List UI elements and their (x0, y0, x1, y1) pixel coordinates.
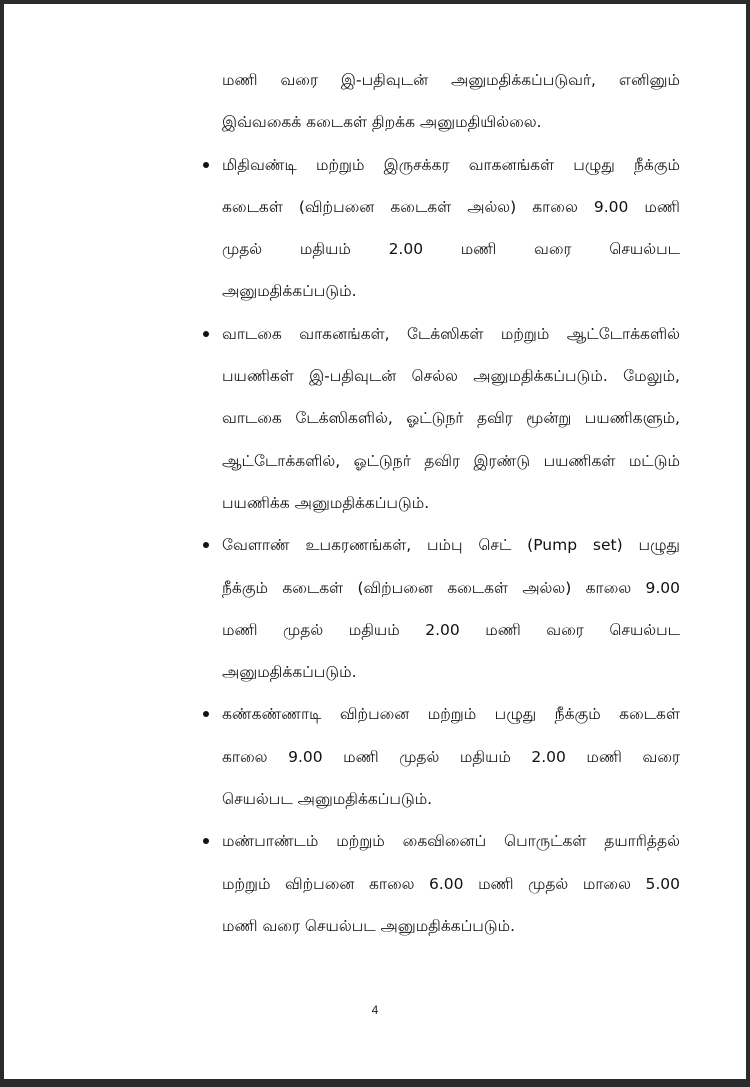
word: செயல்பட (609, 620, 680, 639)
bullet-icon (203, 542, 209, 548)
word: 6.00 (429, 874, 464, 893)
word: கடைகள் (222, 197, 283, 216)
word: கண்கண்ணாடி (222, 705, 322, 724)
word: காலை (368, 874, 415, 893)
text-line (222, 482, 680, 524)
word: வரை (280, 71, 318, 89)
word: மட்டும் (628, 451, 680, 470)
word: காலை (585, 578, 632, 597)
text-line (222, 397, 680, 439)
word: மணி (586, 747, 622, 766)
word: மாலை (582, 874, 631, 893)
word: மற்றும் (500, 324, 550, 343)
word: மற்றும் (427, 705, 477, 724)
word: வாடகை (222, 324, 282, 343)
word: நீக்கும் (222, 578, 269, 597)
word: வரை (546, 620, 584, 639)
word: தவிர (476, 409, 513, 428)
word: அனுமதிக்கப்படும். (222, 663, 357, 682)
word: பயணிகள் (543, 451, 616, 470)
word: உபகரணங்கள், (305, 536, 412, 555)
word: கடைகள் (282, 578, 344, 597)
word: எனினும் (618, 71, 680, 89)
word: மற்றும் (222, 874, 271, 893)
word: அனுமதிக்கப்படும். (473, 367, 608, 386)
word: பொருட்கள் (504, 832, 587, 851)
word: மணி (460, 240, 497, 259)
bullet-icon (203, 162, 209, 168)
word: வாடகை (222, 409, 282, 428)
document-page (4, 4, 746, 1079)
word: கடைகள் (447, 578, 509, 597)
word: ஆட்டோக்களில், (222, 451, 341, 470)
text-line (222, 736, 680, 778)
word: இ-பதிவுடன் (340, 71, 429, 89)
word: முதல் (222, 240, 263, 259)
text-line (222, 905, 680, 947)
word: (விற்பனை (298, 197, 375, 216)
text-line (222, 609, 680, 651)
bullet-list (222, 144, 680, 948)
text-line (222, 101, 680, 143)
word: ஓட்டுநர் (353, 451, 411, 470)
word: மதியம் (459, 747, 511, 766)
word: மணி (644, 197, 680, 216)
word: வரை (534, 240, 572, 259)
text-line (222, 567, 680, 609)
word: காலை (532, 197, 578, 216)
word: அல்ல) (467, 197, 517, 216)
word: இவ்வகைக் கடைகள் திறக்க அனுமதியில்லை. (222, 113, 542, 132)
word: மற்றும் (336, 832, 385, 851)
word: இரண்டு (473, 451, 531, 470)
text-line (222, 778, 680, 820)
word: கடைகள் (619, 705, 680, 724)
word: பழுது (573, 155, 615, 174)
word: செயல்பட அனுமதிக்கப்படும். (222, 790, 433, 809)
word: மணி (478, 874, 514, 893)
word: தயாரித்தல் (604, 832, 680, 851)
word: செயல்பட (609, 240, 680, 259)
word: பம்பு (426, 536, 463, 555)
word: 2.00 (531, 747, 566, 766)
text-line (222, 651, 680, 693)
intro-paragraph (222, 59, 680, 144)
word: மணி வரை செயல்பட அனுமதிக்கப்படும். (222, 916, 516, 935)
word: மணி (222, 620, 258, 639)
word: வரை (642, 747, 680, 766)
word: பயணிகள் (222, 367, 294, 386)
word: மதியம் (348, 620, 400, 639)
text-line (222, 144, 680, 186)
word: விற்பனை (339, 705, 410, 724)
text-line (222, 59, 680, 101)
word: (விற்பனை (357, 578, 433, 597)
bullet-item (222, 524, 680, 693)
word: 9.00 (288, 747, 323, 766)
bullet-item (222, 693, 680, 820)
word: தவிர (424, 451, 461, 470)
bullet-icon (203, 711, 209, 717)
text-line (222, 820, 680, 862)
text-line (222, 693, 680, 735)
word: வேளாண் (222, 536, 290, 555)
word: செட் (478, 536, 512, 555)
word: வாகனங்கள், (299, 324, 390, 343)
word: மற்றும் (316, 155, 365, 174)
word: மணி (485, 620, 521, 639)
word: மிதிவண்டி (222, 155, 297, 174)
word: 5.00 (645, 874, 680, 893)
word: இருசக்கர (383, 155, 450, 174)
word: ஆட்டோக்களில் (566, 324, 680, 343)
text-line (222, 355, 680, 397)
text-line (222, 270, 680, 312)
word: டேக்ஸிகள் (406, 324, 484, 343)
text-line (222, 228, 680, 270)
word: மண்பாண்டம் (222, 832, 319, 851)
word: 2.00 (388, 240, 424, 259)
text-line (222, 186, 680, 228)
word: வாகனங்கள் (468, 155, 555, 174)
word: அல்ல) (522, 578, 572, 597)
word: அனுமதிக்கப்படுவர், (450, 71, 596, 89)
word: செல்ல (411, 367, 458, 386)
word: ஓட்டுநர் (406, 409, 464, 428)
bullet-item (222, 820, 680, 947)
word: நீக்கும் (554, 705, 601, 724)
word: (Pump (527, 536, 578, 555)
word: காலை (222, 747, 268, 766)
word: பழுது (638, 536, 680, 555)
word: விற்பனை (284, 874, 355, 893)
word: மணி (222, 71, 258, 89)
text-line (222, 863, 680, 905)
word: பயணிக்க அனுமதிக்கப்படும். (222, 493, 430, 512)
word: முதல் (283, 620, 324, 639)
word: பயணிகளும், (584, 409, 680, 428)
word: பழுது (494, 705, 537, 724)
word: நீக்கும் (633, 155, 680, 174)
text-line (222, 524, 680, 566)
word: டேக்ஸிகளில், (295, 409, 393, 428)
word: கைவினைப் (402, 832, 487, 851)
word: மணி (343, 747, 379, 766)
bullet-item (222, 144, 680, 313)
word: மதியம் (299, 240, 351, 259)
word: கடைகள் (390, 197, 452, 216)
text-line (222, 313, 680, 355)
word: 2.00 (425, 620, 460, 639)
word: 9.00 (593, 197, 629, 216)
bullet-icon (203, 838, 209, 844)
document-body (222, 59, 680, 947)
word: set) (592, 536, 623, 555)
word: மேலும், (623, 367, 680, 386)
text-line (222, 440, 680, 482)
word: முதல் (399, 747, 440, 766)
word: மூன்று (526, 409, 572, 428)
bullet-item (222, 313, 680, 524)
word: அனுமதிக்கப்படும். (222, 282, 357, 301)
word: முதல் (528, 874, 569, 893)
word: இ-பதிவுடன் (309, 367, 397, 386)
bullet-icon (203, 331, 209, 337)
word: 9.00 (645, 578, 680, 597)
page-number: 4 (371, 1003, 379, 1017)
